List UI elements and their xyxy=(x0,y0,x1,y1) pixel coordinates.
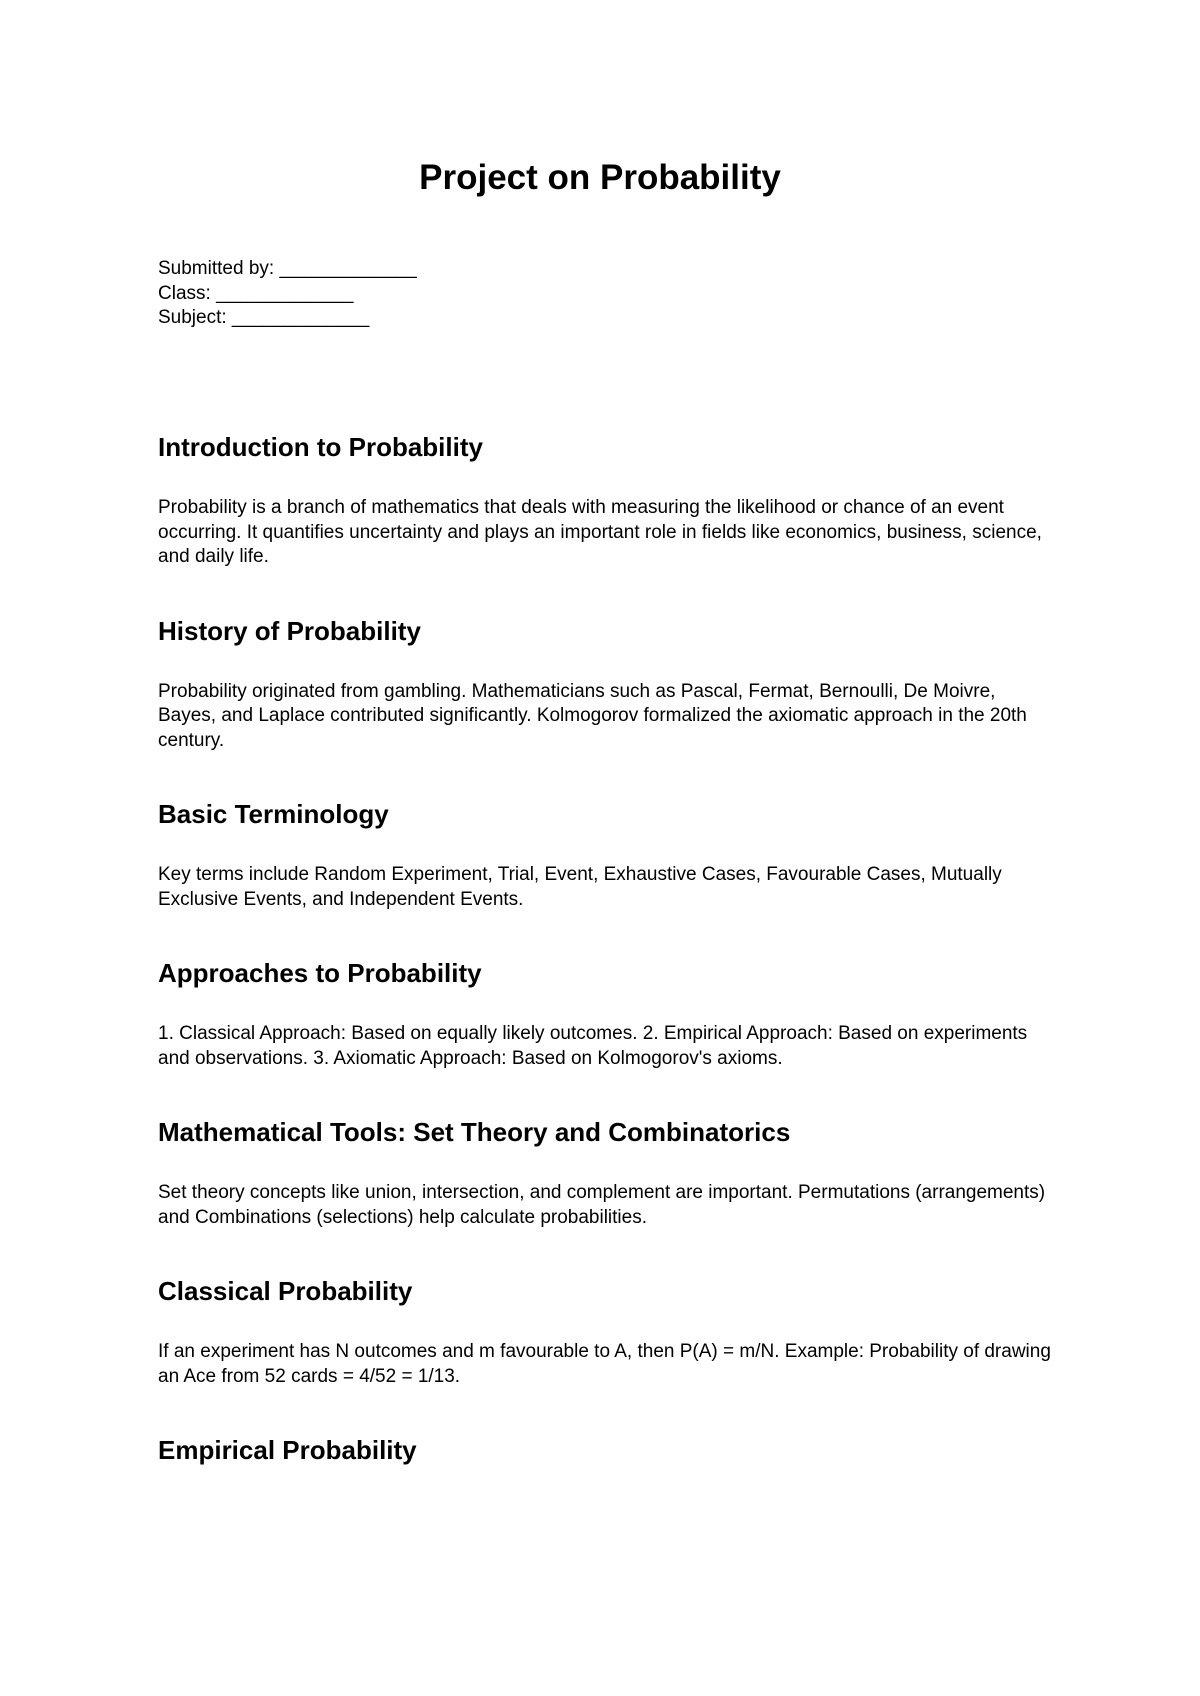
section-body: Key terms include Random Experiment, Trial, Event, Exhaustive Cases, Favourable Cases, Mutually Exclusive Events, and Independent Events. xyxy=(158,864,1002,910)
section-heading: Classical Probability xyxy=(158,1276,413,1306)
section-body: 1. Classical Approach: Based on equally likely outcomes. 2. Empirical Approach: Based on experiments and observations. 3. Axiomatic Approach: Based on Kolmogorov's axioms. xyxy=(158,1023,1028,1069)
document-title: Project on Probability xyxy=(419,158,781,197)
section-heading: History of Probability xyxy=(158,615,421,646)
section-classical-probability xyxy=(158,1274,1058,1389)
section-heading: Introduction to Probability xyxy=(158,432,483,462)
section-heading: Empirical Probability xyxy=(158,1435,417,1465)
section-heading: Approaches to Probability xyxy=(158,958,482,988)
class-line: Class: _____________ xyxy=(158,282,354,304)
section-body: If an experiment has N outcomes and m favourable to A, then P(A) = m/N. Example: Probability of drawing an Ace from 52 cards = 4/52 = 1/13. xyxy=(158,1341,1051,1387)
section-body: Probability is a branch of mathematics that deals with measuring the likelihood or chance of an event occurring. It quantifies uncertainty and plays an important role in fields like economics, business, science, and daily life. xyxy=(158,497,1042,567)
submitted-by-line: Submitted by: _____________ xyxy=(158,258,417,279)
section-approaches xyxy=(158,956,1058,1071)
section-introduction xyxy=(158,430,1058,570)
submission-details xyxy=(158,257,417,331)
section-empirical-probability xyxy=(158,1433,1058,1467)
section-mathematical-tools xyxy=(158,1115,1058,1230)
section-heading: Mathematical Tools: Set Theory and Combinatorics xyxy=(158,1117,791,1147)
section-heading: Basic Terminology xyxy=(158,799,389,829)
section-history xyxy=(158,614,1058,754)
section-basic-terminology xyxy=(158,797,1058,912)
section-body: Probability originated from gambling. Mathematicians such as Pascal, Fermat, Bernoulli, De Moivre, Bayes, and Laplace contributed significantly. Kolmogorov formalized the axiomatic approach in the 20th century. xyxy=(158,680,1027,751)
subject-line: Subject: _____________ xyxy=(158,307,370,328)
section-body: Set theory concepts like union, intersection, and complement are important. Permutations (arrangements) and Combinations (selections) help calculate probabilities. xyxy=(158,1182,1046,1228)
document-sections xyxy=(158,430,1058,1467)
